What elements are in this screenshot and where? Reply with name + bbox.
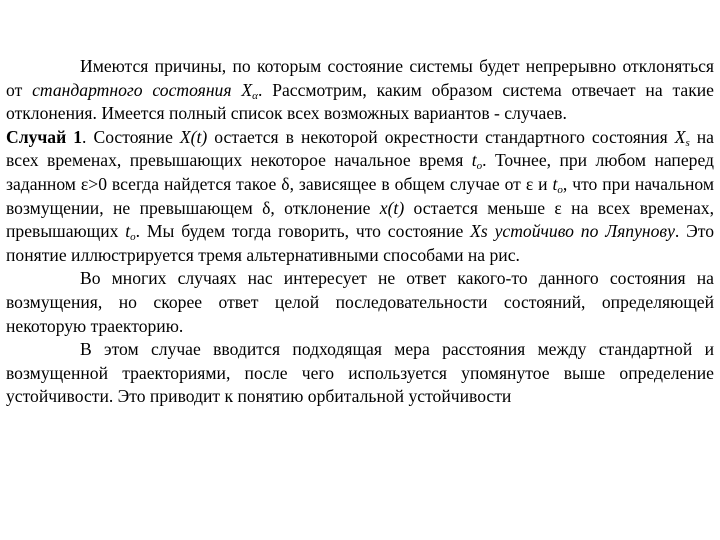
text-run-italic: t (471, 150, 477, 171)
text-run-italic: t (125, 221, 131, 242)
text-run: . Состояние (82, 126, 180, 147)
text-run: остается меньше ε на всех временах, превышающих (6, 197, 714, 242)
text-run: Во многих случаях нас интересует не ответ какого-то данного состояния на возмущения, но скорее ответ целой последовательности состояний, определяющей некоторую траекторию. (6, 268, 714, 336)
text-run-italic: Xs устойчиво по Ляпунову (470, 221, 675, 242)
text-run: В этом случае вводится подходящая мера расстояния между стандартной и возмущенной траекториями, после чего используется упомянутое выше определение устойчивости. Это приводит к понятию орбитальной устойчивости (6, 339, 714, 407)
text-run: . Точнее, при любом наперед заданном ε>0 всегда найдется такое δ, зависящее в общем случае от ε и (6, 150, 714, 194)
text-run: . Рассмотрим, каким образом система отвечает на такие отклонения. Имеется полный список всех возможных вариантов - случаев. (6, 79, 714, 124)
subscript-s: s (685, 136, 690, 149)
paragraph-intro (6, 55, 714, 126)
text-run: . Мы будем тогда говорить, что состояние (135, 221, 471, 242)
text-run-italic: X(t) (179, 126, 208, 147)
text-run: , что при начальном возмущении, не превышающем δ, отклонение (6, 173, 714, 218)
paragraph-case-1 (6, 126, 714, 268)
text-run: на всех временах, превышающих некоторое начальное время (6, 126, 714, 171)
case-label: Случай 1 (6, 126, 83, 147)
text-run-italic: t (552, 173, 558, 194)
paragraph-orbital-stability (6, 338, 714, 409)
subscript-alpha: α (252, 89, 258, 102)
text-run: остается в некоторой окрестности стандартного состояния (207, 126, 675, 147)
subscript-o: o (476, 160, 483, 173)
paragraph-trajectory (6, 267, 714, 338)
text-run-italic: x(t) (379, 197, 405, 218)
subscript-o: o (130, 231, 136, 244)
subscript-o: o (557, 183, 563, 196)
text-run-italic: X (674, 126, 686, 147)
document-page (6, 55, 714, 409)
text-run-italic: стандартного состояния X (32, 79, 253, 100)
text-run: . Это понятие иллюстрируется тремя альтернативными способами на рис. (6, 221, 715, 265)
text-run: Имеются причины, по которым состояние системы будет непрерывно отклоняться от (6, 56, 714, 100)
